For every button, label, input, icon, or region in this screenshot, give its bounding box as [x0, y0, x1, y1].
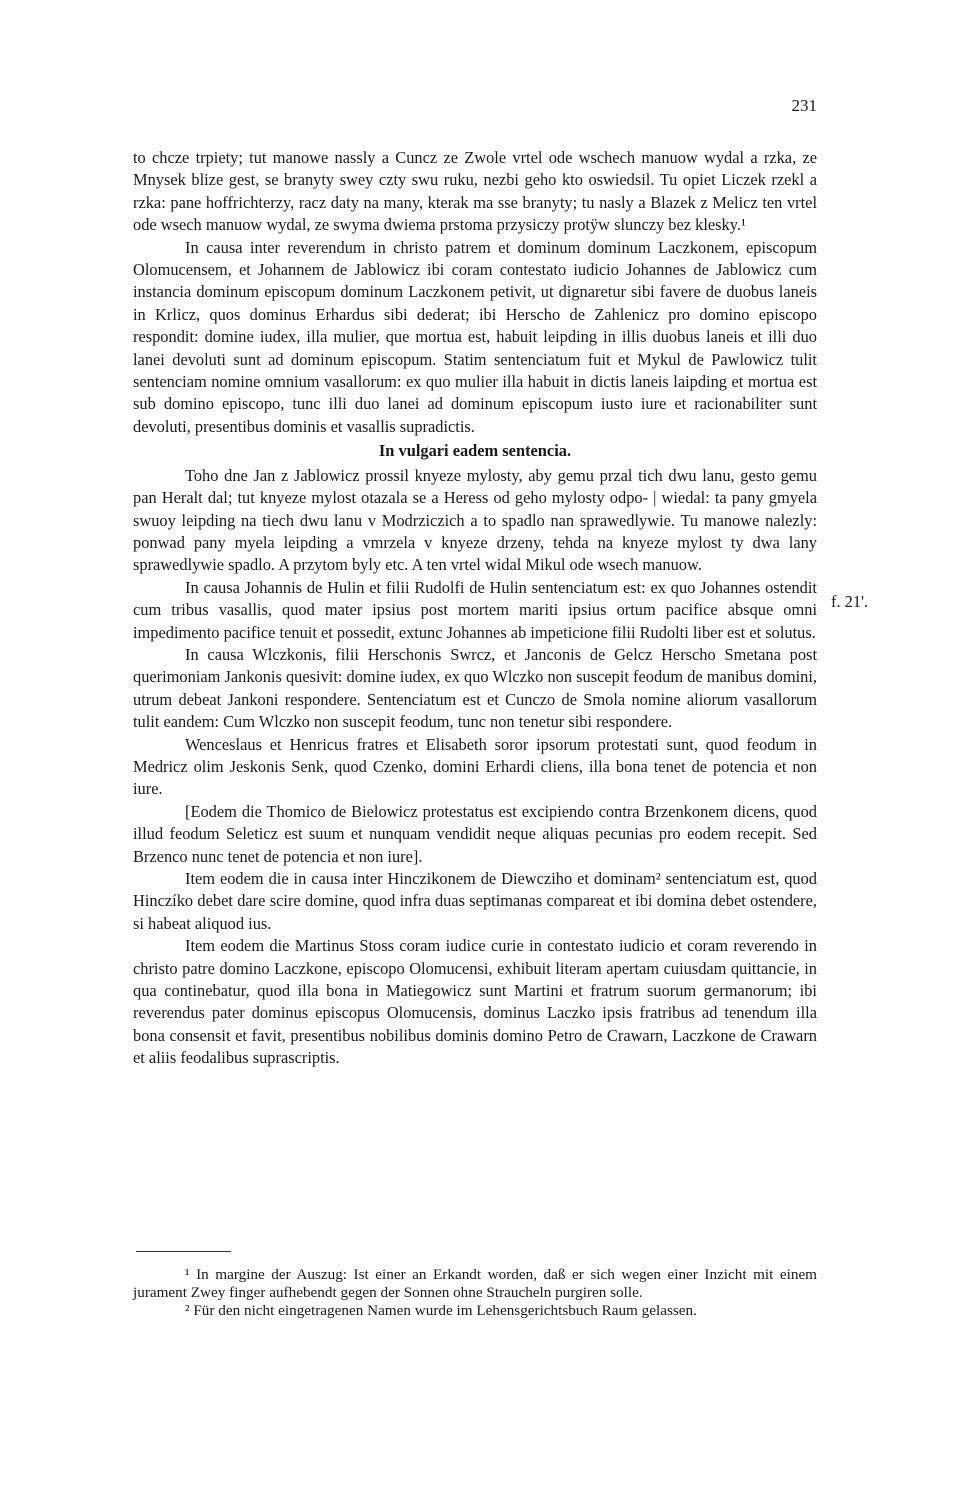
- margin-folio-note: f. 21'.: [831, 592, 869, 611]
- paragraph-6: Wenceslaus et Henricus fratres et Elisabeth soror ipsorum protestati sunt, quod feodum in Medricz olim Jeskonis Senk, quod Czenko, domini Erhardi cliens, illa bona tenet de potencia et non iure.: [133, 734, 817, 799]
- page-number: 231: [791, 96, 817, 115]
- paragraph-7: [Eodem die Thomico de Bielowicz protestatus est excipiendo contra Brzenkonem dicens, quod illud feodum Seleticz est suum et nunquam vendidit neque aliquas pecunias pro eodem recepit. Sed Brzenco nunc tenet de potencia et non iure].: [133, 801, 817, 866]
- section-heading: In vulgari eadem sentencia.: [378, 441, 572, 461]
- paragraph-8: Item eodem die in causa inter Hinczikonem de Diewcziho et dominam² sentenciatum est, quod Hinczíko debet dare scire domine, quod infra duas septimanas compareat et ibi domina debet ostendere, si habeat aliquod ius.: [133, 869, 817, 933]
- paragraph-2: In causa inter reverendum in christo patrem et dominum dominum Laczkonem, episcopum Olomucensem, et Johannem de Jablowicz ibi coram contestato iudicio Johannes de Jablowicz cum instancia dominum episcopum dominum Laczkonem petivit, ut dignaretur sibi favere de duobus laneis in Krlicz, quos dominus Erhardus sibi dederat; ibi Herscho de Zahlenicz pro domino episcopo respondit: domine iudex, illa mulier, que mortua est, habuit leipding in illis duobus laneis et illi duo lanei devoluti sunt ad dominum episcopum. Statim sentenciatum fuit et Mykul de Pawlowicz tulit sentenciam nomine omnium vasallorum: ex quo mulier illa habuit in dictis laneis laipding et mortua est sub domino episcopo, tunc illi duo lanei ad dominum episcopum iusto iure et racionabiliter sunt devoluti, presentibus dominis et vasallis supradictis.: [133, 237, 817, 436]
- footnotes: [133, 1266, 817, 1320]
- footnote-divider: [136, 1251, 231, 1252]
- paragraph-3: Toho dne Jan z Jablowicz prossil knyeze mylosty, aby gemu przal tich dwu lanu, gesto gemu pan Heralt dal; tut knyeze mylost otazala se a Heress od geho mylosty odpo- | wiedal: ta pany gmyela swuoy leipding na tiech dwu lanu v Modrziczich a to spadlo nan sprawedlywie. Tu manowe nalezly: ponwad pany myela leipding a vmrzela v knyeze drzeny, tehda na knyeze mylost ty dwa lany sprawedlywie spadlo. A przytom byly etc. A ten vrtel widal Mikul ode wsech manuow.: [133, 465, 817, 575]
- footnote-1: ¹ In margine der Auszug: Ist einer an Erkandt worden, daß er sich wegen einer Inzicht mit einem jurament Zwey finger aufhebendt gegen der Sonnen ohne Straucheln purgiren solle.: [133, 1266, 817, 1301]
- body-text: [133, 147, 817, 1070]
- paragraph-5: In causa Wlczkonis, filii Herschonis Swrcz, et Janconis de Gelcz Herscho Smetana post querimoniam Jankonis quesivit: domine iudex, ex quo Wlczko non suscepit feodum de manibus domini, utrum debeat Jankoni respondere. Sentenciatum est et Cunczo de Smola nomine aliorum vasallorum tulit eandem: Cum Wlczko non suscepit feodum, tunc non tenetur sibi respondere.: [133, 644, 817, 732]
- footnote-2: ² Für den nicht eingetragenen Namen wurde im Lehensgerichtsbuch Raum gelassen.: [185, 1302, 697, 1319]
- paragraph-1: to chcze trpiety; tut manowe nassly a Cuncz ze Zwole vrtel ode wschech manuow wydal a rzka, ze Mnysek blize gest, se branyty swey czty swu ruku, nezbi geho kto oswiedsil. Tu opiet Liczek rzekl a rzka: pane hoffrichterzy, racz daty na many, kterak ma sse branyty; tu nasly a Blazek z Melicz ten vrtel ode wsech manuow wydal, ze swyma dwiema prstoma przysiczy protÿw slunczy bez klesky.¹: [133, 148, 817, 235]
- paragraph-9: Item eodem die Martinus Stoss coram iudice curie in contestato iudicio et coram reverendo in christo patre domino Laczkone, episcopo Olomucensi, exhibuit literam apertam cuiusdam quittancie, in qua continebatur, quod illa bona in Matiegowicz sunt Martini et fratrum suorum germanorum; ibi reverendus pater dominus episcopus Olomucensis, dominus Laczko ipsis fratribus ad tenendum illa bona consensit et favit, presentibus nobilibus dominis domino Petro de Crawarn, Laczkone de Crawarn et aliis feodalibus suprascriptis.: [133, 936, 817, 1068]
- paragraph-4: In causa Johannis de Hulin et filii Rudolfi de Hulin sentenciatum est: ex quo Johannes ostendit cum tribus vasallis, quod mater ipsius post mortem mariti ipsius ortum pacifice absque omni impedimento pacifice tenuit et possedit, extunc Johannes ab impeticione filii Rudolti liber est et solutus.: [133, 577, 817, 642]
